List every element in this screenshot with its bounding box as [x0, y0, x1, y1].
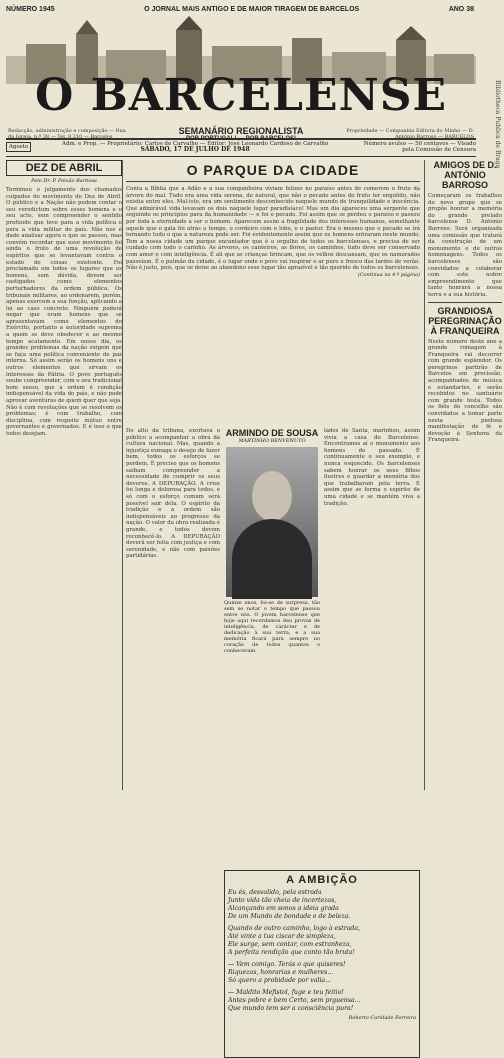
right-headline-1: AMIGOS DE D. ANTÓNIO BARROSO [433, 160, 497, 190]
masthead-left-info: Redacção, administração e composição — Rua da Igreja, n.º 38 — Tel. 8.210 — Barcelos [8, 128, 126, 140]
poem-line: Antes pobre e bem Certo, sem prguensa... [228, 997, 361, 1004]
subtitle-line1: SEMANÁRIO REGIONALISTA [178, 126, 304, 136]
main-article-body: Conta a Bíblia que a Adão e a sua companheira viviam felizes no paraíso antes de comerem o fruto da árvore do mal. Tudo era uma vida serena, de natural, que não o pecado antes do fruto ter engolido, não existia entre eles. Mal-isto, era um sentimento desconhecido naquele mundo de tranquilidade e inocência. Que admirável vida levavam os dois naquele lugar paradisíaco! Mas um dia apareceu uma serpente que seguindo os princípios para da humanidade — e foi o pecado. Foi assim que se perdeu o paraíso e passou por toda a eternidade a ser o homem. Aparecem assim a fragilidade dos interesses humanos, semelhante aquele que o gala foi atrás o tempo, o cordeiro com o lobo, e o pastor. Era o mesmo que o pecado se irá tornando tudo o que a natureza pode ser. Foi evidentemente assim que os homens entraram neste mundo. Tem a nossa cidade um parque encantador que é o orgulho de todos os barcelenses, e precisa de ser cuidado com todo o carinho. As árvores, os canteiros, as flores, os caminhos, tudo deve ser conservado com amor e com inteligência. É ali que as crianças brincam, que os velhos descansam, que os namorados passeiam. É o pulmão da cidade, é o lugar onde o povo vai respirar o ar puro e fresco das tardes de verão. Não é justo, pois, que se deixe ao abandono esse lugar tão aprazível e tão querido de todos os barcelenses. [126, 186, 420, 272]
poem-line: — Maldito Mefistol, fuge e teu feitio! [228, 989, 344, 996]
poem-line: A perfeita rendição que conto tão bruta! [228, 949, 355, 956]
poem-line: Até vinte a tua ciscar de simpleza, [228, 933, 336, 940]
portrait-photo [226, 447, 318, 597]
divider [428, 302, 502, 303]
right-column [424, 160, 502, 790]
poem-text [228, 889, 416, 1013]
sub-column-2 [224, 428, 320, 654]
issue-number: NÚMERO 1945 [6, 5, 55, 13]
poem-line: Quando de outro caminho, logo à estrada, [228, 925, 361, 932]
poem-line: — Vem comigo. Terás o que quiseres! [228, 961, 346, 968]
article-byline: Pelo Dr. P. Paixão Barbosa [31, 178, 97, 184]
portrait-face [252, 471, 292, 521]
sub-column-3-body: lados de Santa, marinhou, assim vivia a casa do Barcelense. Encontramos aí o monumento aos homens do passado. É continuamente o seu exemplo, e nunca esquecido. Os barcelenses sabem honrar os seus filhos ilustres e guardar a memória dos que trabalharam pela terra. É assim que se forma o espírito de uma cidade e se mantém viva a tradição. [324, 428, 420, 507]
newspaper-title: O BARCELENSE [34, 70, 448, 121]
poem-title: A AMBIÇÃO [286, 874, 358, 886]
tagline: O JORNAL MAIS ANTIGO E DE MAIOR TIRAGEM DE BARCELOS [144, 5, 360, 13]
poem-line: Alcançando em sonos a ideia grada [228, 905, 339, 912]
column-dez-de-abril [6, 160, 123, 790]
poem-line: Junto vida tão cheia de incertezas, [228, 897, 337, 904]
poem-line: Só quero a probidade por valia... [228, 977, 332, 984]
masthead [6, 16, 476, 140]
price-info: Número avulso — 50 centavos — Visado pela Comissão de Censura [363, 141, 476, 153]
sub-column-3 [324, 428, 420, 507]
top-line [6, 3, 474, 15]
sub-column-1-body: Do alto da tribuna, exortava o público a acompanhar a obra da cultura nacional. Mas, quando a injustiça esmaga o desejo de fazer bem, todos os esforços se perdem. É preciso que os homens saibam compreender a necessidade de cumprir os seus deveres. A DEPURAÇÃO. A crise foi longa e dolorosa para todos, e só com o esforço comum será possível sair dela. O espírito da tradição e a ordem são indispensáveis ao progresso da nação. O valor da obra realizada é grande, e todos devem reconhecê-lo. A DEPURAÇÃO deverá ser feita com justiça e com serenidade, e não com paixões partidárias. [126, 428, 220, 560]
portrait-subhead: MARTINHO BENVENUTO [238, 438, 306, 444]
right-headline-2: GRANDIOSA PEREGRINAÇÃO À FRANQUEIRA [428, 305, 502, 336]
main-article-area [126, 160, 420, 1021]
poem-line: Riquezas, honrarias e mulheres... [228, 969, 334, 976]
poem-line: Eu és, desvalido, pela estrada [228, 889, 322, 896]
right-body-1: Começaram os trabalhos do novo grupo que se propõe honrar a memória do grande prelado barcelense D. António Barroso. Será organizada uma comissão que tratará da construção de um monumento e de outras homenagens. Todos os barcelenses são convidados a colaborar com este nobre empreendimento que tanto honrará a nossa terra e a sua história. [428, 193, 502, 298]
poem-line: De um Mundo de bondade e de beleza. [228, 913, 351, 920]
portrait-caption: Quinze anos, foi-se de surpresa, tão sem se notar o tempo que passou entre nós. O jovem barcelense que hoje aqui recordamos deu provas de inteligência, de carácter e de dedicação à sua terra, e a sua memória ficará para sempre no coração de todos quantos o conheceram. [224, 600, 320, 654]
right-body-2: Neste número deste ano a grande romagem à Franqueira vai decorrer com grande esplendor. Os peregrinos partirão de Barcelos em procissão, acompanhados de música e estandartes, e serão recebidos no santuário com grande festa. Todos os fiéis do concelho são convidados a tomar parte nesta piedosa manifestação de fé e devoção à Senhora da Franqueira. [428, 338, 502, 444]
continuation-note: (Continua na 4.ª página) [357, 271, 420, 278]
article-headline: DEZ DE ABRIL [6, 160, 122, 176]
article-body: Terminou o julgamento dos chamados culpados do movimento de Dez de Abril. O público e a Nação não podem contar o seu veredictum sobre esses homens e o seu acto, sem compreender o sentido profundo que teve para a vida política e para a vida militar do país. Não nos é dado analisar agora o que se passou, mas convém recordar que esse movimento foi ainda o fruto de uma revolução de espíritos que se levantavam contra o estado de coisas existente. Foi proclamado em todos os lugares que os homens, sem dúvida, devem ser castigados como elementos perturbadores da ordem pública. Os tribunais militares, ao ordenarem, porém, apenas exercem a sua função, aplicando a lei ao caso concreto. Ninguém poderá negar que eram homens que se apresentavam como elementos do Exército, portanto a autoridade suprema a quem se deve obedecer e ao mesmo tempo acatamento. Em nosso dia, os grandes problemas da nação exigem que se faça uma política conveniente de paz interna. Só assim serão os homens uns e outros elementos que sirvam os interesses da Pátria. O povo português soube compreender, com o seu tradicional bom senso, que a ordem é condição indispensável da vida do país, e não pode aprovar aventuras de quem quer que seja. Não é com revoluções que se resolvem os problemas; é com trabalho, com disciplina, com respeito mútuo entre governantes e governados. E é isso o que todos desejam. [6, 187, 122, 437]
portrait-headline: ARMINDO DE SOUSA [225, 428, 319, 438]
admin-text: Adm. e Prop. — Proprietário: Carlos de Carvalho — Editor: José Leonardo Cardoso de Carvalho [61, 141, 329, 147]
subtitle-line2: POR PORTUGAL! — POR BARCELOS! [185, 136, 296, 142]
library-stamp: Bibliotheca Publica de Braga [494, 80, 501, 169]
info-bar [6, 138, 476, 157]
poem-box [224, 870, 420, 1058]
issue-date: SÁBADO, 17 DE JULHO DE 1948 [140, 146, 250, 153]
poem-line: Ele surge, sem contar, com estranheza, [228, 941, 352, 948]
masthead-right-info: Propriedade — Companhia Editora do Minho — D. António Barroso — BARCELOS [346, 128, 474, 140]
info-box: Agosto [6, 142, 31, 152]
sub-column-1 [126, 428, 220, 560]
portrait-suit [232, 519, 312, 599]
poem-line: Que mundo tem ser a consciência pura! [228, 1005, 354, 1012]
year-number: ANO 38 [448, 5, 474, 13]
main-headline: O PARQUE DA CIDADE [126, 162, 420, 182]
poem-author: Roberto Caridade Ferreira [348, 1015, 416, 1021]
admin-info [34, 141, 356, 153]
